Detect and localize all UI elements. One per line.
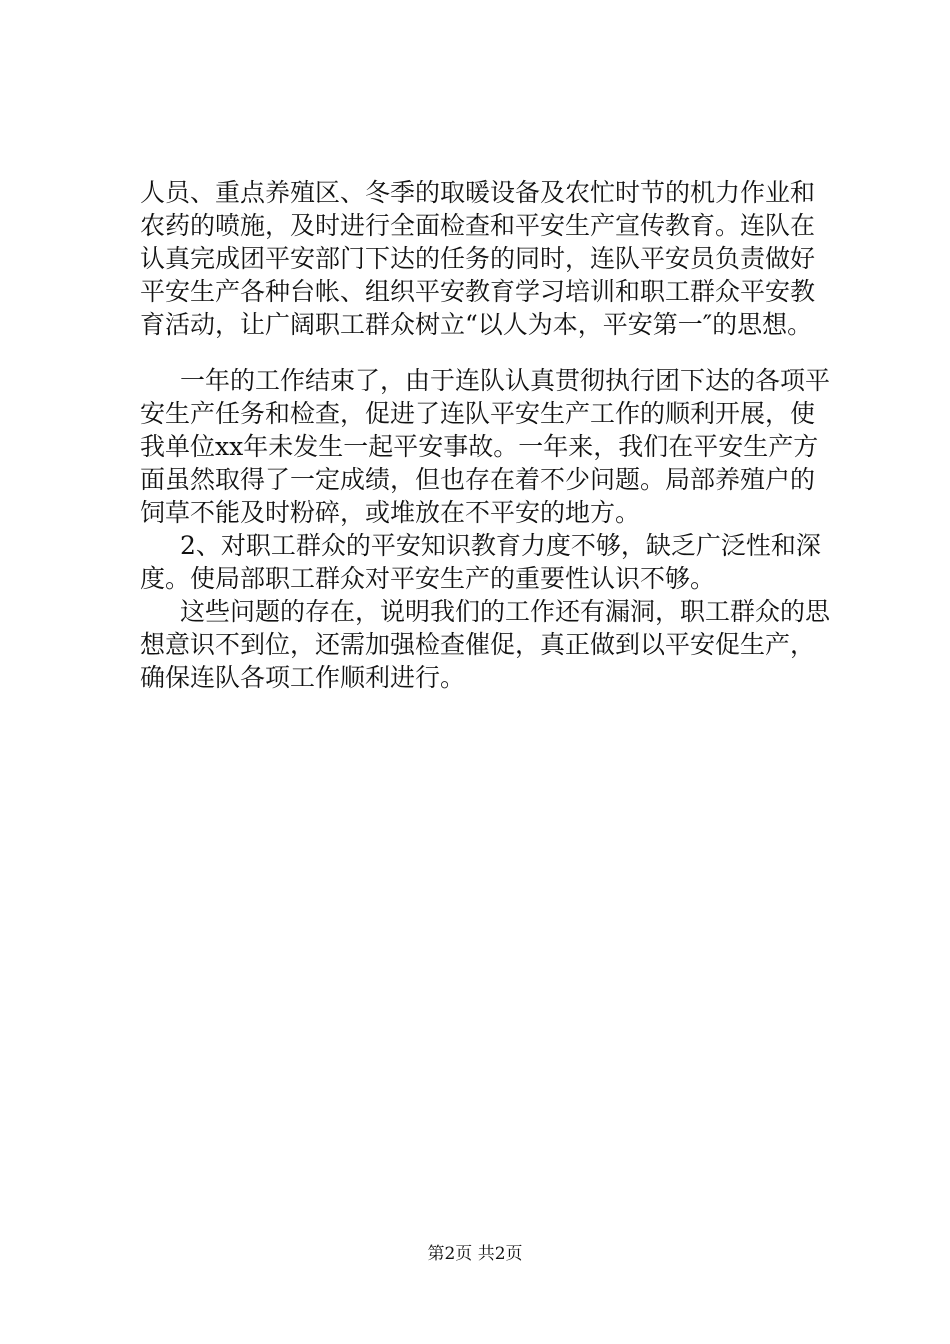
paragraph-line: 面虽然取得了一定成绩，但也存在着不少问题。局部养殖户的 <box>140 465 816 494</box>
paragraph-1 <box>140 176 840 341</box>
paragraph-line: 安生产任务和检查，促进了连队平安生产工作的顺利开展，使 <box>140 399 816 428</box>
paragraph-line: 确保连队各项工作顺利进行。 <box>140 663 466 692</box>
paragraph-4 <box>140 595 840 694</box>
paragraph-line: 人员、重点养殖区、冬季的取暖设备及农忙时节的机力作业和 <box>140 178 816 207</box>
paragraph-line: 平安生产各种台帐、组织平安教育学习培训和职工群众平安教 <box>140 277 816 306</box>
paragraph-line: 饲草不能及时粉碎，或堆放在不平安的地方。 <box>140 498 641 527</box>
paragraph-line: 度。使局部职工群众对平安生产的重要性认识不够。 <box>140 564 716 593</box>
page-number-footer: 第2页 共2页 <box>427 1244 523 1264</box>
paragraph-spacer <box>140 341 840 364</box>
paragraph-3 <box>140 529 840 595</box>
paragraph-line: 我单位xx年未发生一起平安事故。一年来，我们在平安生产方 <box>140 432 819 461</box>
paragraph-line: 认真完成团平安部门下达的任务的同时，连队平安员负责做好 <box>140 244 816 273</box>
paragraph-line: 农药的喷施，及时进行全面检查和平安生产宣传教育。连队在 <box>140 211 816 240</box>
paragraph-2 <box>140 364 840 529</box>
paragraph-line: 2、对职工群众的平安知识教育力度不够，缺乏广泛性和深 <box>180 531 821 560</box>
paragraph-line: 一年的工作结束了，由于连队认真贯彻执行团下达的各项平 <box>180 366 831 395</box>
paragraph-line: 这些问题的存在，说明我们的工作还有漏洞，职工群众的思 <box>180 597 831 626</box>
document-body <box>140 176 840 694</box>
paragraph-line: 想意识不到位，还需加强检查催促，真正做到以平安促生产， <box>140 630 816 659</box>
paragraph-line: 育活动，让广阔职工群众树立“以人为本，平安第一″的思想。 <box>140 310 813 339</box>
